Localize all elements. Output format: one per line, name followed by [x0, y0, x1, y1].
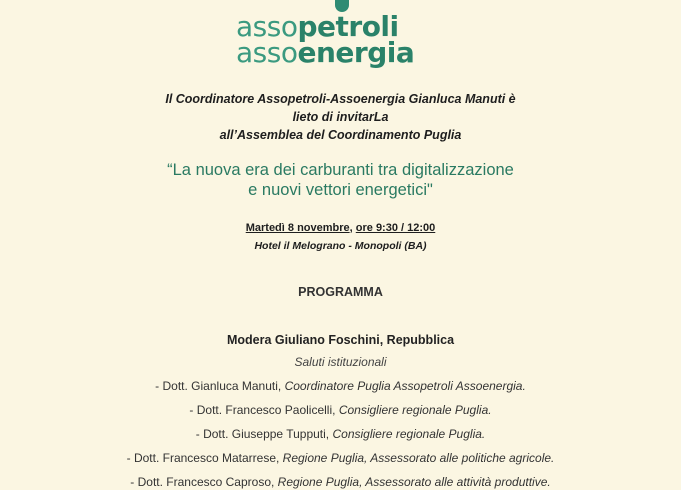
event-date-separator: ,: [349, 222, 356, 234]
event-date-time: [0, 221, 681, 235]
speaker-name: - Dott. Gianluca Manuti,: [155, 379, 285, 393]
speaker-role: Consigliere regionale Puglia.: [338, 403, 492, 417]
logo-text-light: asso: [236, 10, 298, 43]
logo-text-light: asso: [236, 36, 298, 69]
speaker-name: - Dott. Francesco Caproso,: [130, 475, 278, 489]
event-title-line-1: “La nuova era dei carburanti tra digitalizzazione: [167, 161, 514, 179]
speaker-item: [0, 402, 681, 418]
speaker-item: [0, 474, 681, 490]
speaker-role: Coordinatore Puglia Assopetroli Assoenergia.: [284, 379, 526, 393]
invitation-line-2: lieto di invitarLa: [292, 110, 389, 124]
speaker-role: Regione Puglia, Assessorato alle attività produttive.: [277, 475, 551, 489]
assopetroli-assoenergia-logo: [236, 10, 466, 69]
event-venue: Hotel il Melograno - Monopoli (BA): [254, 240, 427, 252]
event-date: Martedì 8 novembre: [245, 222, 350, 234]
program-heading: PROGRAMMA: [298, 285, 383, 299]
invitation-line-1: Il Coordinatore Assopetroli-Assoenergia Gianluca Manuti è: [165, 92, 516, 106]
logo-line-assoenergia: [236, 36, 466, 69]
event-time: ore 9:30 / 12:00: [355, 222, 436, 234]
invitation-text: [0, 90, 681, 144]
speaker-name: - Dott. Giuseppe Tupputi,: [195, 427, 333, 441]
event-title-line-2: e nuovi vettori energetici": [248, 181, 433, 199]
program-greetings: Saluti istituzionali: [294, 355, 387, 369]
speaker-item: [0, 450, 681, 466]
program-moderator: Modera Giuliano Foschini, Repubblica: [226, 333, 455, 347]
event-title: [0, 160, 681, 200]
logo-text-bold: energia: [297, 36, 415, 69]
speaker-role: Consigliere regionale Puglia.: [332, 427, 486, 441]
speaker-name: - Dott. Francesco Matarrese,: [126, 451, 283, 465]
speaker-item: [0, 378, 681, 394]
speaker-role: Regione Puglia, Assessorato alle politiche agricole.: [282, 451, 555, 465]
speaker-name: - Dott. Francesco Paolicelli,: [189, 403, 339, 417]
speaker-item: [0, 426, 681, 442]
invitation-line-3: all’Assemblea del Coordinamento Puglia: [219, 128, 462, 142]
logo-text-bold: petroli: [297, 10, 399, 43]
